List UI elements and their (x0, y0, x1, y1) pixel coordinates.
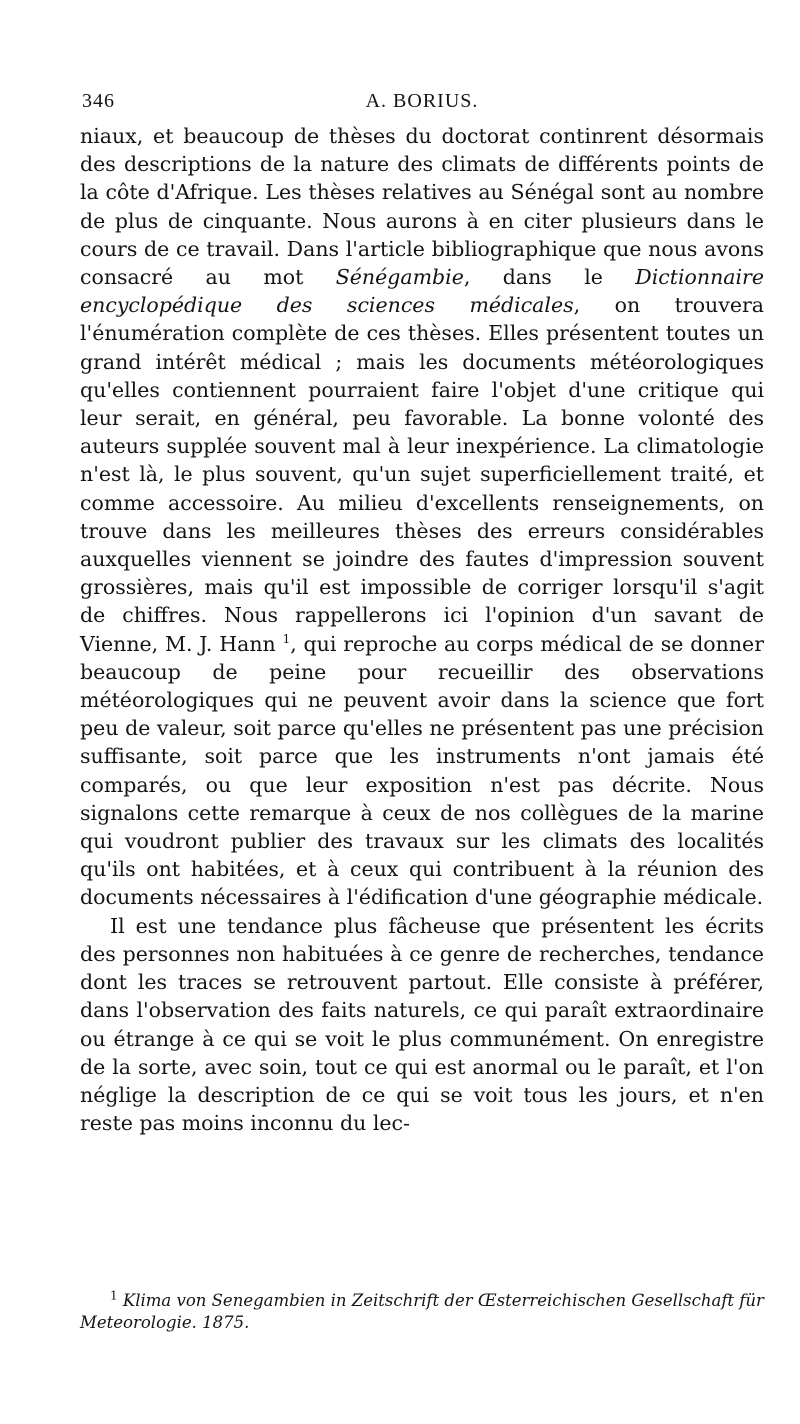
text-segment: , dans le (463, 265, 636, 290)
running-head: A. BORIUS. (365, 90, 479, 112)
page-number: 346 (82, 90, 115, 112)
footnote-marker: 1 (282, 631, 291, 646)
paragraph (80, 912, 764, 1138)
italic-text: Zeitschrift der Œsterreichischen Gesellschaft für Meteorologie (80, 1291, 764, 1332)
text-segment: in (325, 1291, 352, 1310)
italic-text: Dictionnaire encyclopédique des sciences médicales (80, 265, 764, 318)
text-segment: . 1875. (191, 1313, 250, 1332)
text-segment: niaux, et beaucoup de thèses du doctorat continrent désormais des descriptions de la nature des climats de différents points de la côte d'Afrique. Les thèses relatives au Sénégal sont au nombre de plus de cinquante. Nous aurons à en citer plusieurs dans le cours de ce travail. Dans l'article bibliographique que nous avons consacré au mot (80, 124, 764, 290)
footnotes (80, 1290, 764, 1334)
footnote (80, 1290, 764, 1334)
text-segment: Il est une tendance plus fâcheuse que présentent les écrits des personnes non habituées à ce genre de recherches, tendance dont les traces se retrouvent partout. Elle consiste à préférer, dans l'observation des faits naturels, ce qui paraît extraordinaire ou étrange à ce qui se voit le plus communément. On enregistre de la sorte, avec soin, tout ce qui est anormal ou le paraît, et l'on néglige la description de ce qui se voit tous les jours, et n'en reste pas moins inconnu du lec- (80, 913, 764, 1136)
text-segment: , on trouvera l'énumération complète de ces thèses. Elles présentent toutes un grand intérêt médical ; mais les documents météorologiques qu'elles contiennent pourraient faire l'objet d'une critique qui leur serait, en général, peu favorable. La bonne volonté des auteurs supplée souvent mal à leur inexpérience. La climatologie n'est là, le plus souvent, qu'un sujet superficiellement traité, et comme accessoire. Au milieu d'excellents renseignements, on trouve dans les meilleures thèses des erreurs considérables auxquelles viennent se joindre des fautes d'impression souvent grossières, mais qu'il est impossible de corriger lorsqu'il s'agit de chiffres. Nous rappellerons ici l'opinion d'un savant de Vienne, M. J. Hann (80, 293, 764, 656)
page-header (82, 90, 762, 114)
text-segment: , qui reproche au corps médical de se donner beaucoup de peine pour recueillir des observations météorologiques qui ne peuvent avoir dans la science que fort peu de valeur, soit parce qu'elles ne présentent pas une précision suffisante, soit parce que les instruments n'ont jamais été comparés, ou que leur exposition n'est pas décrite. Nous signalons cette remarque à ceux de nos collègues de la marine qui voudront publier des travaux sur les climats des localités qu'ils ont habitées, et à ceux qui contribuent à la réunion des documents nécessaires à l'édification d'une géographie médicale. (80, 631, 764, 910)
footnote-number: 1 (110, 1288, 118, 1303)
paragraph (80, 122, 764, 912)
italic-text: Sénégambie (335, 265, 464, 290)
italic-text: Klima von Senegambien (122, 1291, 326, 1310)
body-text (80, 122, 764, 1137)
